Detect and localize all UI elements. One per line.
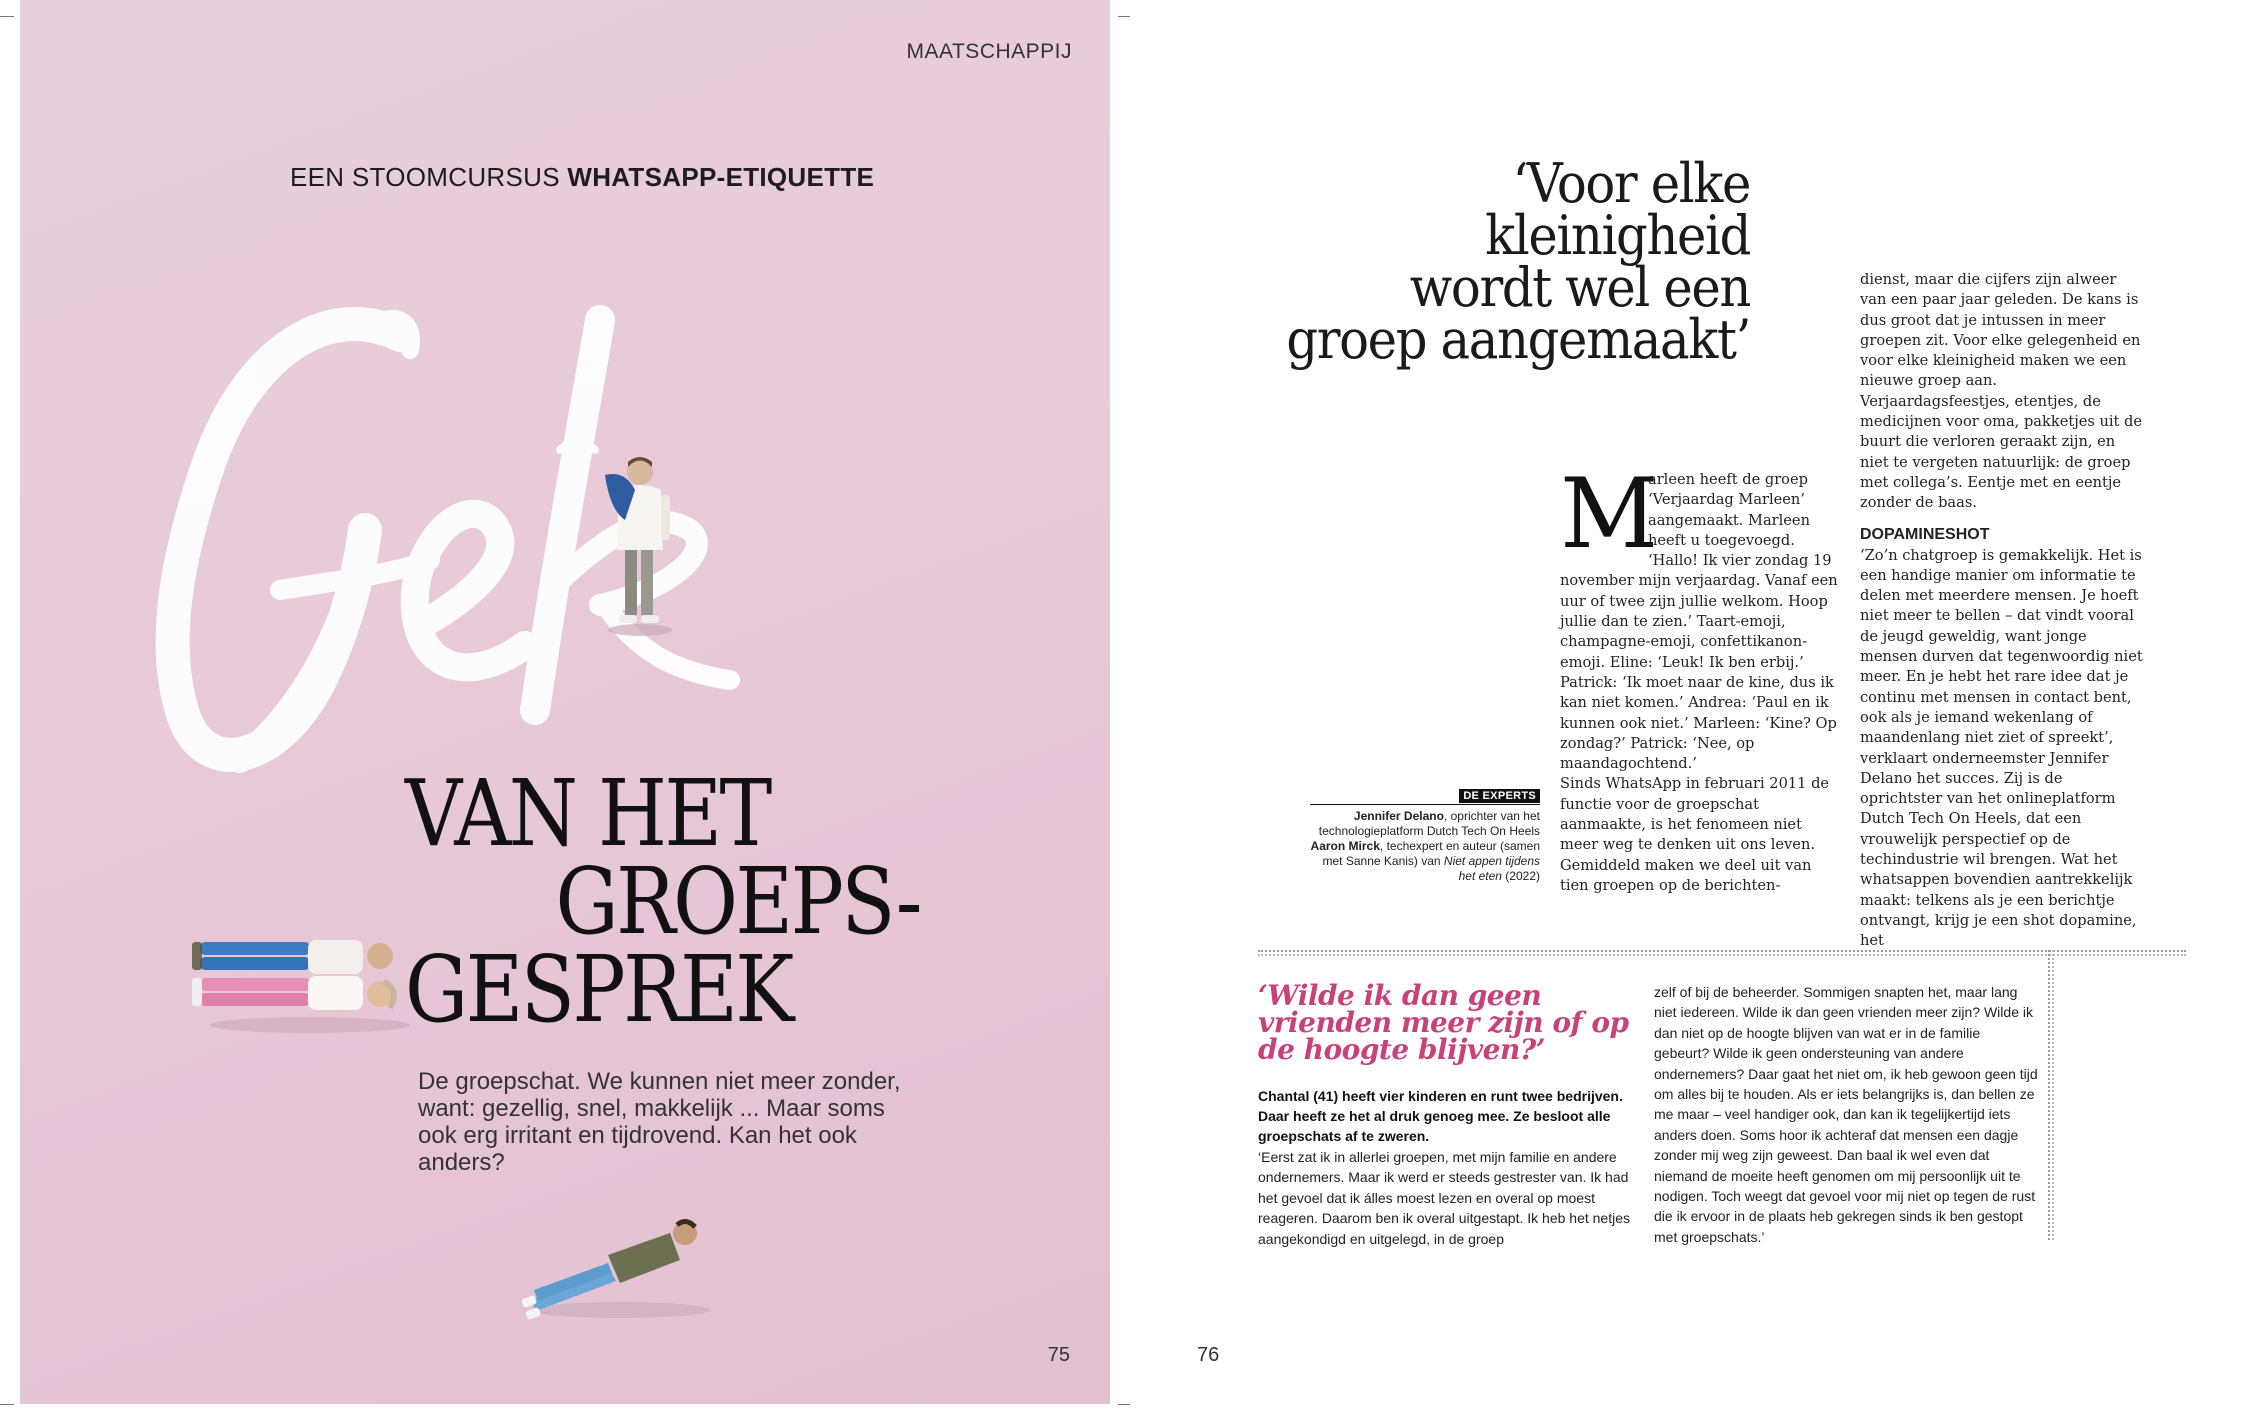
intro-text: De groepschat. We kunnen niet meer zonder, want: gezellig, snel, makkelijk ... Maar soms ook erg irritant en tijdrovend. Kan het ook anders? bbox=[418, 1068, 901, 1176]
crop-mark bbox=[0, 1404, 14, 1405]
pull-quote-line-1: ‘Voor elke kleinigheid bbox=[1485, 152, 1750, 267]
expert-desc-2: , techexpert en auteur (samen met Sanne Kanis) van bbox=[1322, 839, 1540, 868]
section-label: MAATSCHAPPIJ bbox=[906, 40, 1072, 63]
gek-script-illustration bbox=[130, 290, 830, 810]
article-paragraph-4: ‘Zo’n chatgroep is gemakkelijk. Het is een handige manier om informatie te delen met meerdere mensen. Je hoeft niet meer te bellen – dat vindt vooral de jeugd geweldig, want jonge mensen durven dat tegenwoordig niet meer. En je hebt het rare idee dat je continu met mensen in contact bent, ook als je iemand wekenlang of maandenlang niet ziet of spreekt’, verklaart onderneemster Jennifer Delano het succes. Zij is de oprichtster van het onlineplatform Dutch Tech On Heels, dat een vrouwelijk perspectief op de techindustrie wil brengen. Wat het whatsappen bovendien aantrekkelijk maakt: telkens als je een berichtje ontvangt, krijg je een shot dopamine, het bbox=[1860, 546, 2143, 950]
headline-line-3: GESPREK bbox=[405, 936, 792, 1043]
box-body-1: ‘Eerst zat ik in allerlei groepen, met mijn familie en andere ondernemers. Maar ik werd er steeds gestrester van. Ik had het gevoel dat ik álles moest lezen en overal op moest reageren. Daarom ben ik overal uitgestapt. Ik heb het netjes aangekondigd en uitgelegd, in de groep bbox=[1258, 1149, 1630, 1247]
box-right-rule bbox=[2048, 950, 2054, 1240]
box-top-rule bbox=[1258, 950, 2186, 956]
page-number-left: 75 bbox=[1047, 1344, 1070, 1366]
lying-man-figure bbox=[520, 1215, 720, 1325]
left-page bbox=[20, 0, 1110, 1404]
crop-mark bbox=[0, 16, 14, 17]
page-number-right: 76 bbox=[1197, 1344, 1220, 1366]
standing-man-figure bbox=[585, 450, 695, 640]
box-lead: Chantal (41) heeft vier kinderen en runt twee bedrijven. Daar heeft ze het al druk genoeg mee. Ze besloot alle groepschats af te zweren. bbox=[1258, 1088, 1623, 1144]
kicker-bold: WHATSAPP-ETIQUETTE bbox=[567, 162, 875, 192]
headline bbox=[405, 760, 1007, 1043]
expert-book-title: Niet appen tijdens het eten bbox=[1443, 854, 1540, 883]
dropcap: M bbox=[1560, 458, 1659, 570]
pull-quote-line-2: wordt wel een bbox=[1409, 256, 1750, 319]
lying-couple-figure bbox=[190, 920, 420, 1040]
expert-name-2: Aaron Mirck bbox=[1310, 839, 1380, 853]
right-page bbox=[1130, 0, 2262, 1422]
expert-name-1: Jennifer Delano bbox=[1353, 809, 1444, 823]
article-paragraph-3: dienst, maar die cijfers zijn alweer van een paar jaar geleden. De kans is dus groot dat je intussen in meer groepen zit. Voor elke gelegenheid en voor elke kleinigheid maken we een nieuwe groep aan. Verjaardagsfeestjes, etentjes, de medicijnen voor oma, pakketjes uit de buurt die verloren geraakt zijn, en niet te vergeten natuurlijk: de groep met collega’s. Eentje met en eentje zonder de baas. bbox=[1860, 271, 2143, 512]
box-quote: ‘Wilde ik dan geen vrienden meer zijn of op de hoogte blijven?’ bbox=[1258, 979, 1629, 1066]
pull-quote-line-3: groep aangemaakt’ bbox=[1286, 308, 1750, 371]
headline-line-2: GROEPS- bbox=[555, 848, 920, 955]
article-column-1 bbox=[1560, 458, 1840, 896]
subheading-dopamineshot: DOPAMINESHOT bbox=[1860, 525, 1990, 543]
article-paragraph-1: arleen heeft de groep ‘Verjaardag Marleen’ aangemaakt. Marleen heeft u toegevoegd. ‘Hallo! Ik vier zondag 19 november mijn verjaardag. Vanaf een uur of twee zijn jullie welkom. Hoop jullie dan te zien.’ Taart-emoji, champagne-emoji, confettikanon-emoji. Eline: ‘Leuk! Ik ben erbij.’ Patrick: ‘Ik moet naar de kine, dus ik kan niet komen.’ Andrea: ‘Paul en ik kunnen ook niet.’ Marleen: ‘Kine? Op zondag?’ Patrick: ‘Nee, op maandagochtend.’ bbox=[1560, 471, 1838, 773]
kicker-regular: EEN STOOMCURSUS bbox=[290, 162, 568, 192]
experts-text bbox=[1310, 809, 1540, 884]
pull-quote-heading bbox=[1253, 152, 1750, 371]
expert-desc-1: , oprichter van het technologieplatform Dutch Tech On Heels bbox=[1318, 809, 1540, 838]
dropcap-paragraph bbox=[1560, 458, 1840, 774]
experts-rule bbox=[1310, 804, 1540, 805]
article-paragraph-2: Sinds WhatsApp in februari 2011 de functie voor de groepschat aanmaakte, is het fenomeen niet meer weg te denken uit ons leven. Gemiddeld maken we deel uit van tien groepen op de berichten- bbox=[1560, 775, 1830, 894]
experts-tag: DE EXPERTS bbox=[1459, 789, 1540, 803]
box-body-2: zelf of bij de beheerder. Sommigen snapten het, maar lang niet iedereen. Wilde ik dan geen vrienden meer zijn? Wilde ik dan niet op de hoogte blijven van wat er in de familie gebeurt? Wilde ik geen ondersteuning van andere ondernemers? Daar gaat het niet om, ik heb gewoon geen tijd om alles bij te houden. Als er iets belangrijks is, dan bellen ze me maar – veel handiger ook, dan kan ik tegelijkertijd iets anders doen. Soms hoor ik achteraf dat mensen een dagje zonder mij weg zijn geweest. Dan baal ik wel even dat niemand de moeite heeft genomen om mij persoonlijk uit te nodigen. Toch weegt dat gevoel voor mij niet op tegen de rust die ik ervoor in de plaats heb gekregen sinds ik ben gestopt met groepschats.’ bbox=[1654, 984, 2038, 1245]
headline-line-1: VAN HET bbox=[405, 760, 770, 867]
article-column-2 bbox=[1860, 270, 2146, 952]
experts-box bbox=[1310, 786, 1540, 884]
kicker bbox=[290, 162, 874, 193]
expert-book-year: (2022) bbox=[1501, 869, 1540, 883]
